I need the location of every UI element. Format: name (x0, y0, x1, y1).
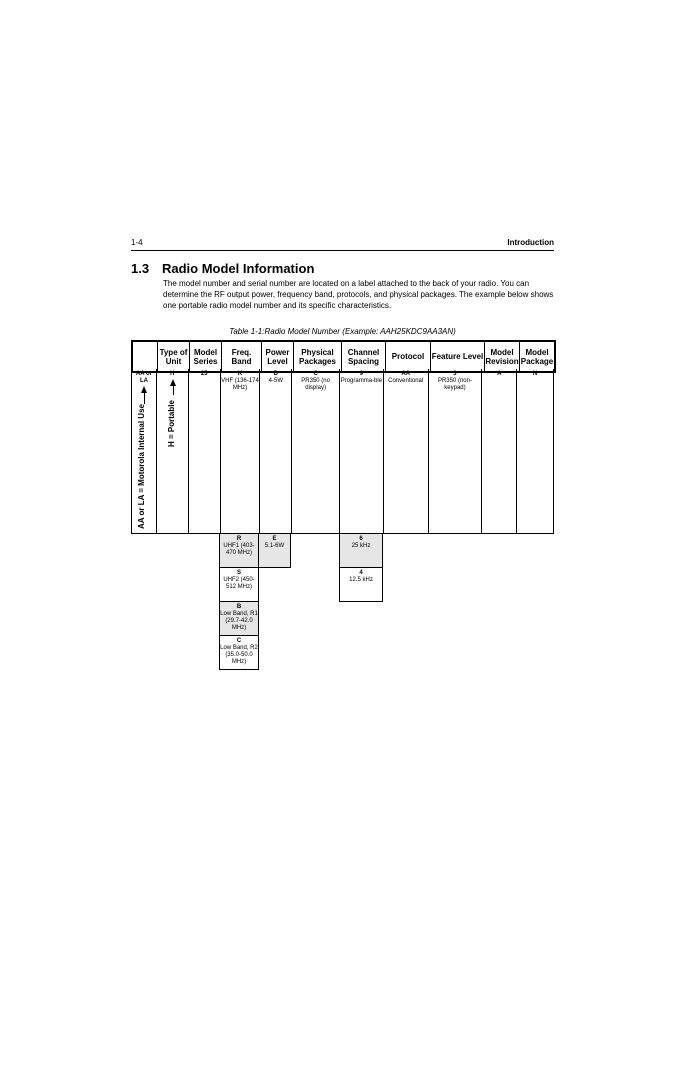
freq-option-code: R (236, 536, 242, 542)
freq-option-desc: UHF2 (450-512 MHz) (223, 577, 255, 590)
cell-freq-band (221, 369, 261, 533)
freq-option-desc: UHF1 (403-470 MHz) (223, 543, 255, 556)
cell-freq-code: K (237, 371, 243, 377)
power-option-e (258, 533, 291, 568)
cell-spacing-code: 9 (359, 371, 364, 377)
power-option-desc: 5.1-6W (264, 543, 285, 549)
cell-feature-code: 3 (453, 371, 457, 377)
cell-spacing-desc: Programma-ble (340, 378, 383, 384)
freq-option-code: C (236, 638, 242, 644)
running-head: Introduction (507, 238, 554, 247)
spacing-option-desc: 12.5 kHz (349, 577, 373, 583)
cell-series-code: 25 (200, 371, 208, 377)
cell-model-package-code: N (532, 371, 538, 377)
arrow-shaft (173, 385, 174, 395)
cell-power-desc: 4-5W (268, 378, 283, 384)
header-cell-model-series: Model Series (190, 342, 222, 371)
section-title: Radio Model Information (162, 261, 315, 276)
freq-option-code: S (236, 570, 241, 576)
section-body-text: The model number and serial number are located on a label attached to the back of your radio. You can determine the RF output power, frequency band, protocols, and physical packages. The example below shows one portable radio model number and its specific characteristics. (163, 279, 554, 310)
cell-package-desc: PR350 (no display) (301, 378, 330, 391)
spacing-option-code: 6 (359, 536, 363, 542)
header-cell-feature-level: Feature Level (431, 342, 485, 371)
cell-protocol-desc: Conventional (388, 378, 424, 384)
header-cell-physical-packages: Physical Packages (294, 342, 342, 371)
freq-option-c (219, 635, 259, 670)
spacing-option-code: 4 (359, 570, 363, 576)
freq-option-desc: Low Band, R1 (29.7-42.0 MHz) (220, 611, 258, 631)
cell-type-of-unit (157, 369, 189, 533)
header-rule (131, 250, 554, 251)
spacing-option-6 (339, 533, 383, 568)
cell-type-code: H (170, 371, 175, 377)
cell-prefix-code: AA or LA (135, 371, 152, 384)
header-cell-model-revision: Model Revision (485, 342, 520, 371)
arrow-shaft (144, 392, 145, 404)
power-option-code: E (272, 536, 277, 542)
header-cell-channel-spacing: Channel Spacing (342, 342, 386, 371)
header-cell-protocol: Protocol (386, 342, 431, 371)
cell-prefix (132, 369, 157, 533)
spacing-option-4 (339, 567, 383, 602)
cell-model-package (517, 369, 553, 533)
header-cell-freq-band: Freq. Band (222, 342, 262, 371)
freq-option-r (219, 533, 259, 568)
freq-option-code: B (236, 604, 242, 610)
cell-package-code: C (313, 371, 318, 377)
cell-feature-desc: PR350 (non-keypad) (437, 378, 472, 391)
page-number: 1-4 (131, 238, 143, 247)
cell-channel-spacing (340, 369, 384, 533)
header-cell-model-package: Model Package (520, 347, 554, 366)
table-caption: Table 1-1:Radio Model Number (Example: AAH25KDC9AA3AN) (229, 327, 456, 336)
cell-power-level (260, 369, 292, 533)
cell-model-revision (482, 369, 517, 533)
freq-option-b (219, 601, 259, 636)
spacing-option-desc: 25 kHz (351, 543, 371, 549)
section-number: 1.3 (131, 261, 150, 276)
header-cell-type-of-unit: Type of Unit (158, 342, 190, 371)
cell-model-series (189, 369, 221, 533)
cell-revision-code: A (497, 371, 502, 377)
freq-option-s (219, 567, 259, 602)
type-vertical-label: H = Portable (166, 400, 176, 447)
header-cell-power-level: Power Level (262, 342, 294, 371)
cell-power-code: D (273, 371, 278, 377)
cell-protocol (384, 369, 429, 533)
prefix-vertical-label: AA or LA = Motorola Internal Use (137, 404, 146, 529)
cell-physical-packages (292, 369, 340, 533)
table-body-row (131, 369, 554, 534)
cell-freq-desc: VHF (136-174 MHz) (221, 378, 259, 391)
cell-feature-level (429, 369, 483, 533)
header-cell-blank (133, 342, 158, 371)
freq-option-desc: Low Band, R2 (35.0-50.0 MHz) (220, 645, 258, 665)
cell-protocol-code: AA (401, 371, 411, 377)
